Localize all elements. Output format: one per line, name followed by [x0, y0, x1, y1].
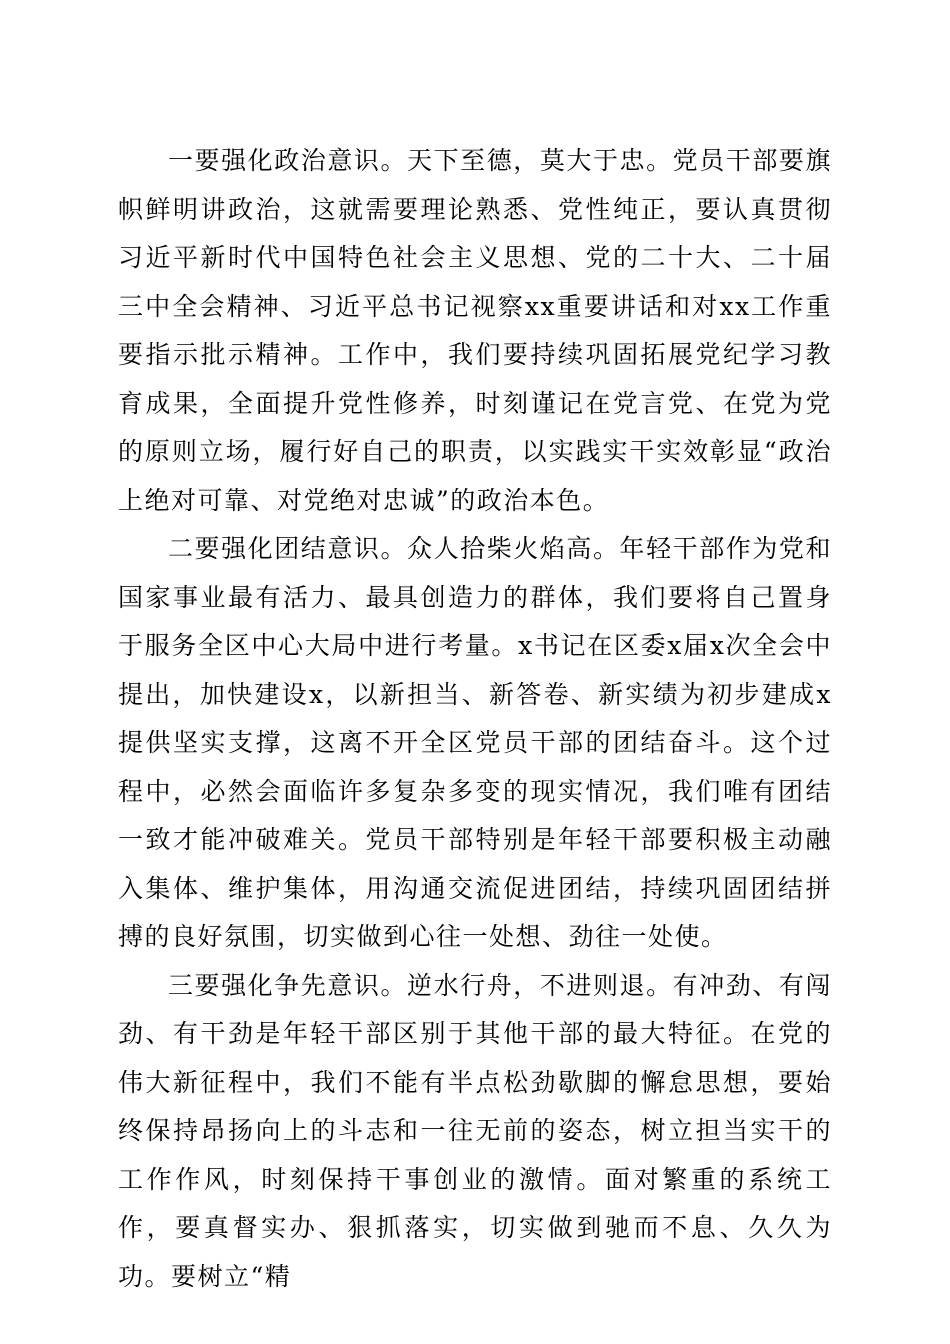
paragraph-political-awareness: 一要强化政治意识。天下至德，莫大于忠。党员干部要旗帜鲜明讲政治，这就需要理论熟悉、党性纯正，要认真贯彻习近平新时代中国特色社会主义思想、党的二十大、二十届三中全会精神、习近平总书记视察xx重要讲话和对xx工作重要指示批示精神。工作中，我们要持续巩固拓展党纪学习教育成果，全面提升党性修养，时刻谨记在党言党、在党为党的原则立场，履行好自己的职责，以实践实干实效彰显“政治上绝对可靠、对党绝对忠诚”的政治本色。	[118, 146, 832, 515]
paragraph-unity-awareness: 二要强化团结意识。众人拾柴火焰高。年轻干部作为党和国家事业最有活力、最具创造力的群体，我们要将自己置身于服务全区中心大局中进行考量。x书记在区委x届x次全会中提出，加快建设x，以新担当、新答卷、新实绩为初步建成x提供坚实支撑，这离不开全区党员干部的团结奋斗。这个过程中，必然会面临许多复杂多变的现实情况，我们唯有团结一致才能冲破难关。党员干部特别是年轻干部要积极主动融入集体、维护集体，用沟通交流促进团结，持续巩固团结拼搏的良好氛围，切实做到心往一处想、劲往一处使。	[118, 534, 832, 951]
document-body	[118, 137, 832, 1301]
paragraph-striving-awareness: 三要强化争先意识。逆水行舟，不进则退。有冲劲、有闯劲、有干劲是年轻干部区别于其他干部的最大特征。在党的伟大新征程中，我们不能有半点松劲歇脚的懈怠思想，要始终保持昂扬向上的斗志和一往无前的姿态，树立担当实干的工作作风，时刻保持干事创业的激情。面对繁重的系统工作，要真督实办、狠抓落实，切实做到驰而不息、久久为功。要树立“精	[118, 970, 832, 1291]
